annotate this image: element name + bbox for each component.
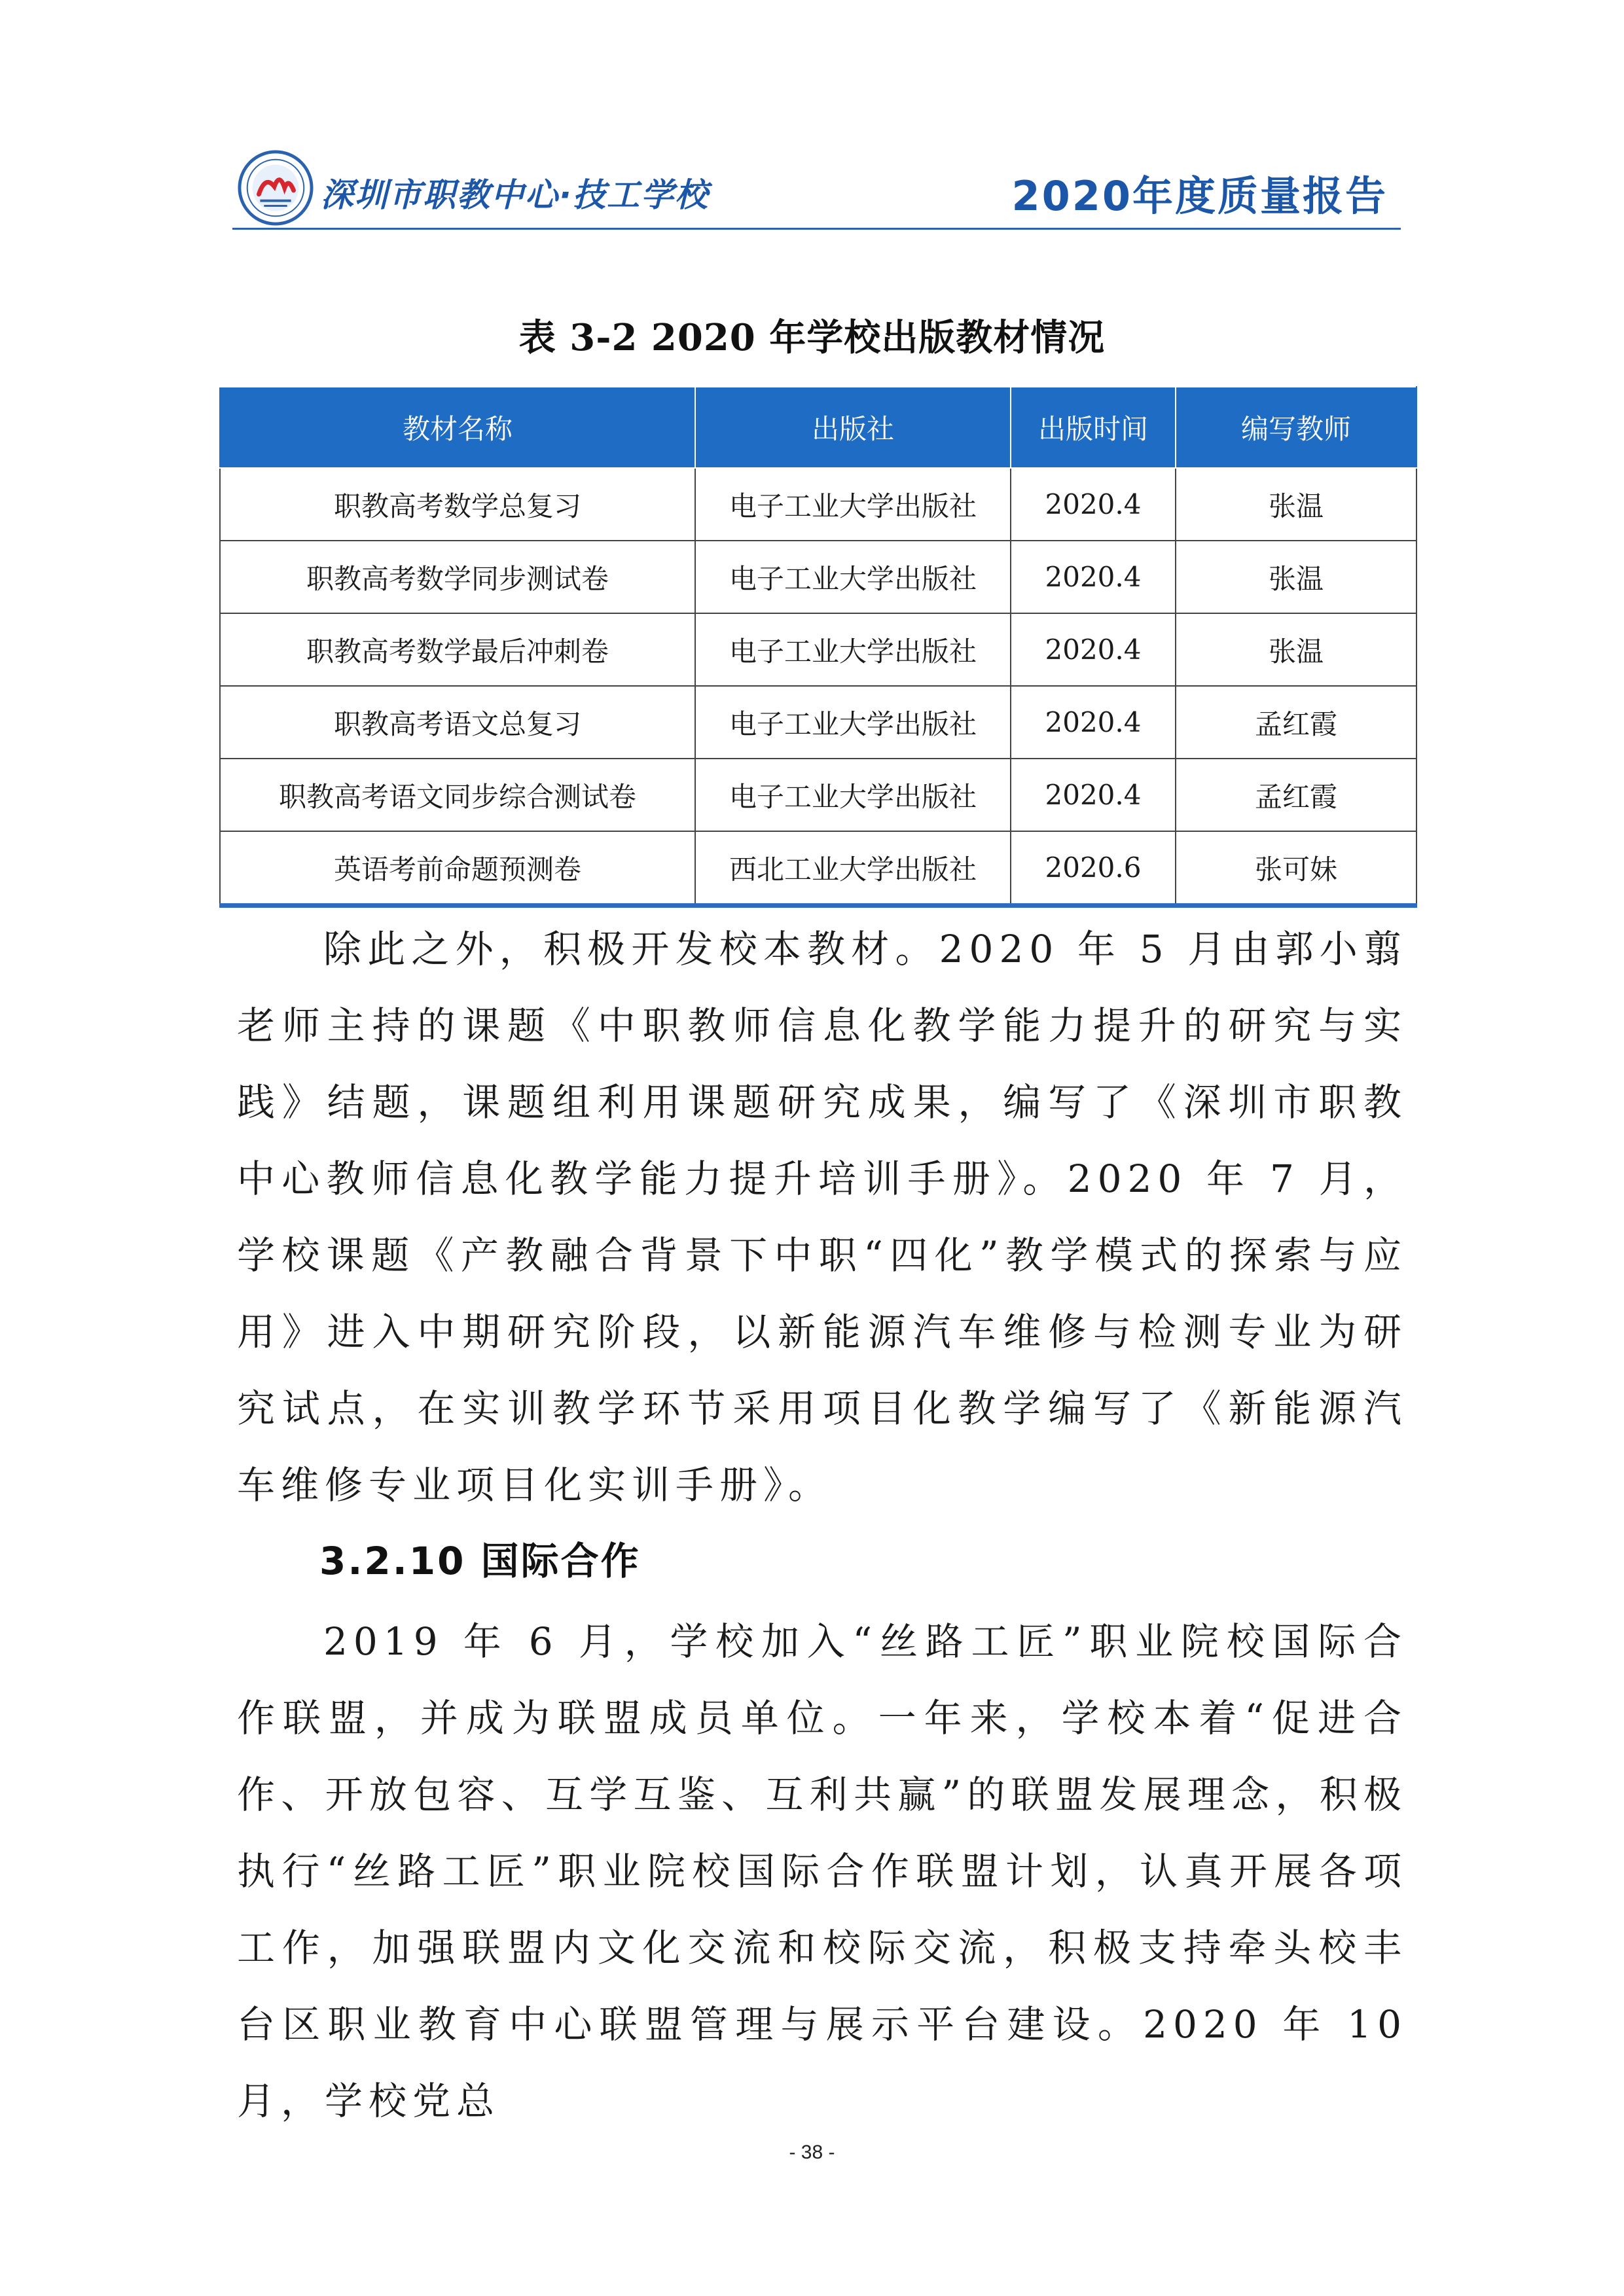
publish-date-cell: 2020.4 [1011,759,1176,831]
report-title: 2020年度质量报告 [1011,172,1388,220]
page-header [237,149,1401,228]
author-cell: 孟红霞 [1176,759,1416,831]
textbook-name-cell: 职教高考语文同步综合测试卷 [220,759,695,831]
table-caption: 表 3-2 2020 年学校出版教材情况 [518,316,1106,359]
body-paragraph-international: 2019 年 6 月，学校加入“丝路工匠”职业院校国际合作联盟，并成为联盟成员单位。一年来，学校本着“促进合作、开放包容、互学互鉴、互利共赢”的联盟发展理念，积极执行“丝路工匠”职业院校国际合作联盟计划，认真开展各项工作，加强联盟内文化交流和校际交流，积极支持牵头校丰台区职业教育中心联盟管理与展示平台建设。2020 年 10 月，学校党总 [237,1619,1407,2123]
section-heading: 3.2.10 国际合作 [319,1539,641,1583]
column-header: 编写教师 [1176,387,1416,468]
publisher-cell: 电子工业大学出版社 [695,468,1011,541]
author-cell: 张温 [1176,613,1416,686]
publish-date-cell: 2020.6 [1011,831,1176,906]
publisher-cell: 电子工业大学出版社 [695,613,1011,686]
author-cell: 孟红霞 [1176,686,1416,759]
author-cell: 张温 [1176,468,1416,541]
table-header-row [220,387,1416,468]
table-row [220,468,1416,541]
publisher-cell: 西北工业大学出版社 [695,831,1011,906]
publish-date-cell: 2020.4 [1011,613,1176,686]
table-row [220,831,1416,906]
textbook-name-cell: 职教高考数学同步测试卷 [220,541,695,613]
body-paragraph-textbooks: 除此之外，积极开发校本教材。2020 年 5 月由郭小翦老师主持的课题《中职教师信息化教学能力提升的研究与实践》结题，课题组利用课题研究成果，编写了《深圳市职教中心教师信息化教学能力提升培训手册》。2020 年 7 月，学校课题《产教融合背景下中职“四化”教学模式的探索与应用》进入中期研究阶段，以新能源汽车维修与检测专业为研究试点，在实训教学环节采用项目化教学编写了《新能源汽车维修专业项目化实训手册》。 [237,927,1407,1507]
author-cell: 张温 [1176,541,1416,613]
header-divider [232,228,1401,230]
textbook-name-cell: 职教高考语文总复习 [220,686,695,759]
textbook-table [219,386,1417,908]
page-number: - 38 - [789,2142,835,2163]
school-emblem-icon [237,149,314,226]
school-name: 深圳市职教中心·技工学校 [321,176,709,214]
table-row [220,759,1416,831]
author-cell: 张可妹 [1176,831,1416,906]
publish-date-cell: 2020.4 [1011,686,1176,759]
publish-date-cell: 2020.4 [1011,541,1176,613]
column-header: 出版时间 [1011,387,1176,468]
textbook-name-cell: 职教高考数学最后冲刺卷 [220,613,695,686]
publish-date-cell: 2020.4 [1011,468,1176,541]
column-header: 出版社 [695,387,1011,468]
column-header: 教材名称 [220,387,695,468]
textbook-name-cell: 职教高考数学总复习 [220,468,695,541]
textbook-name-cell: 英语考前命题预测卷 [220,831,695,906]
table-row [220,541,1416,613]
publisher-cell: 电子工业大学出版社 [695,541,1011,613]
publisher-cell: 电子工业大学出版社 [695,759,1011,831]
publisher-cell: 电子工业大学出版社 [695,686,1011,759]
table-row [220,686,1416,759]
table-row [220,613,1416,686]
